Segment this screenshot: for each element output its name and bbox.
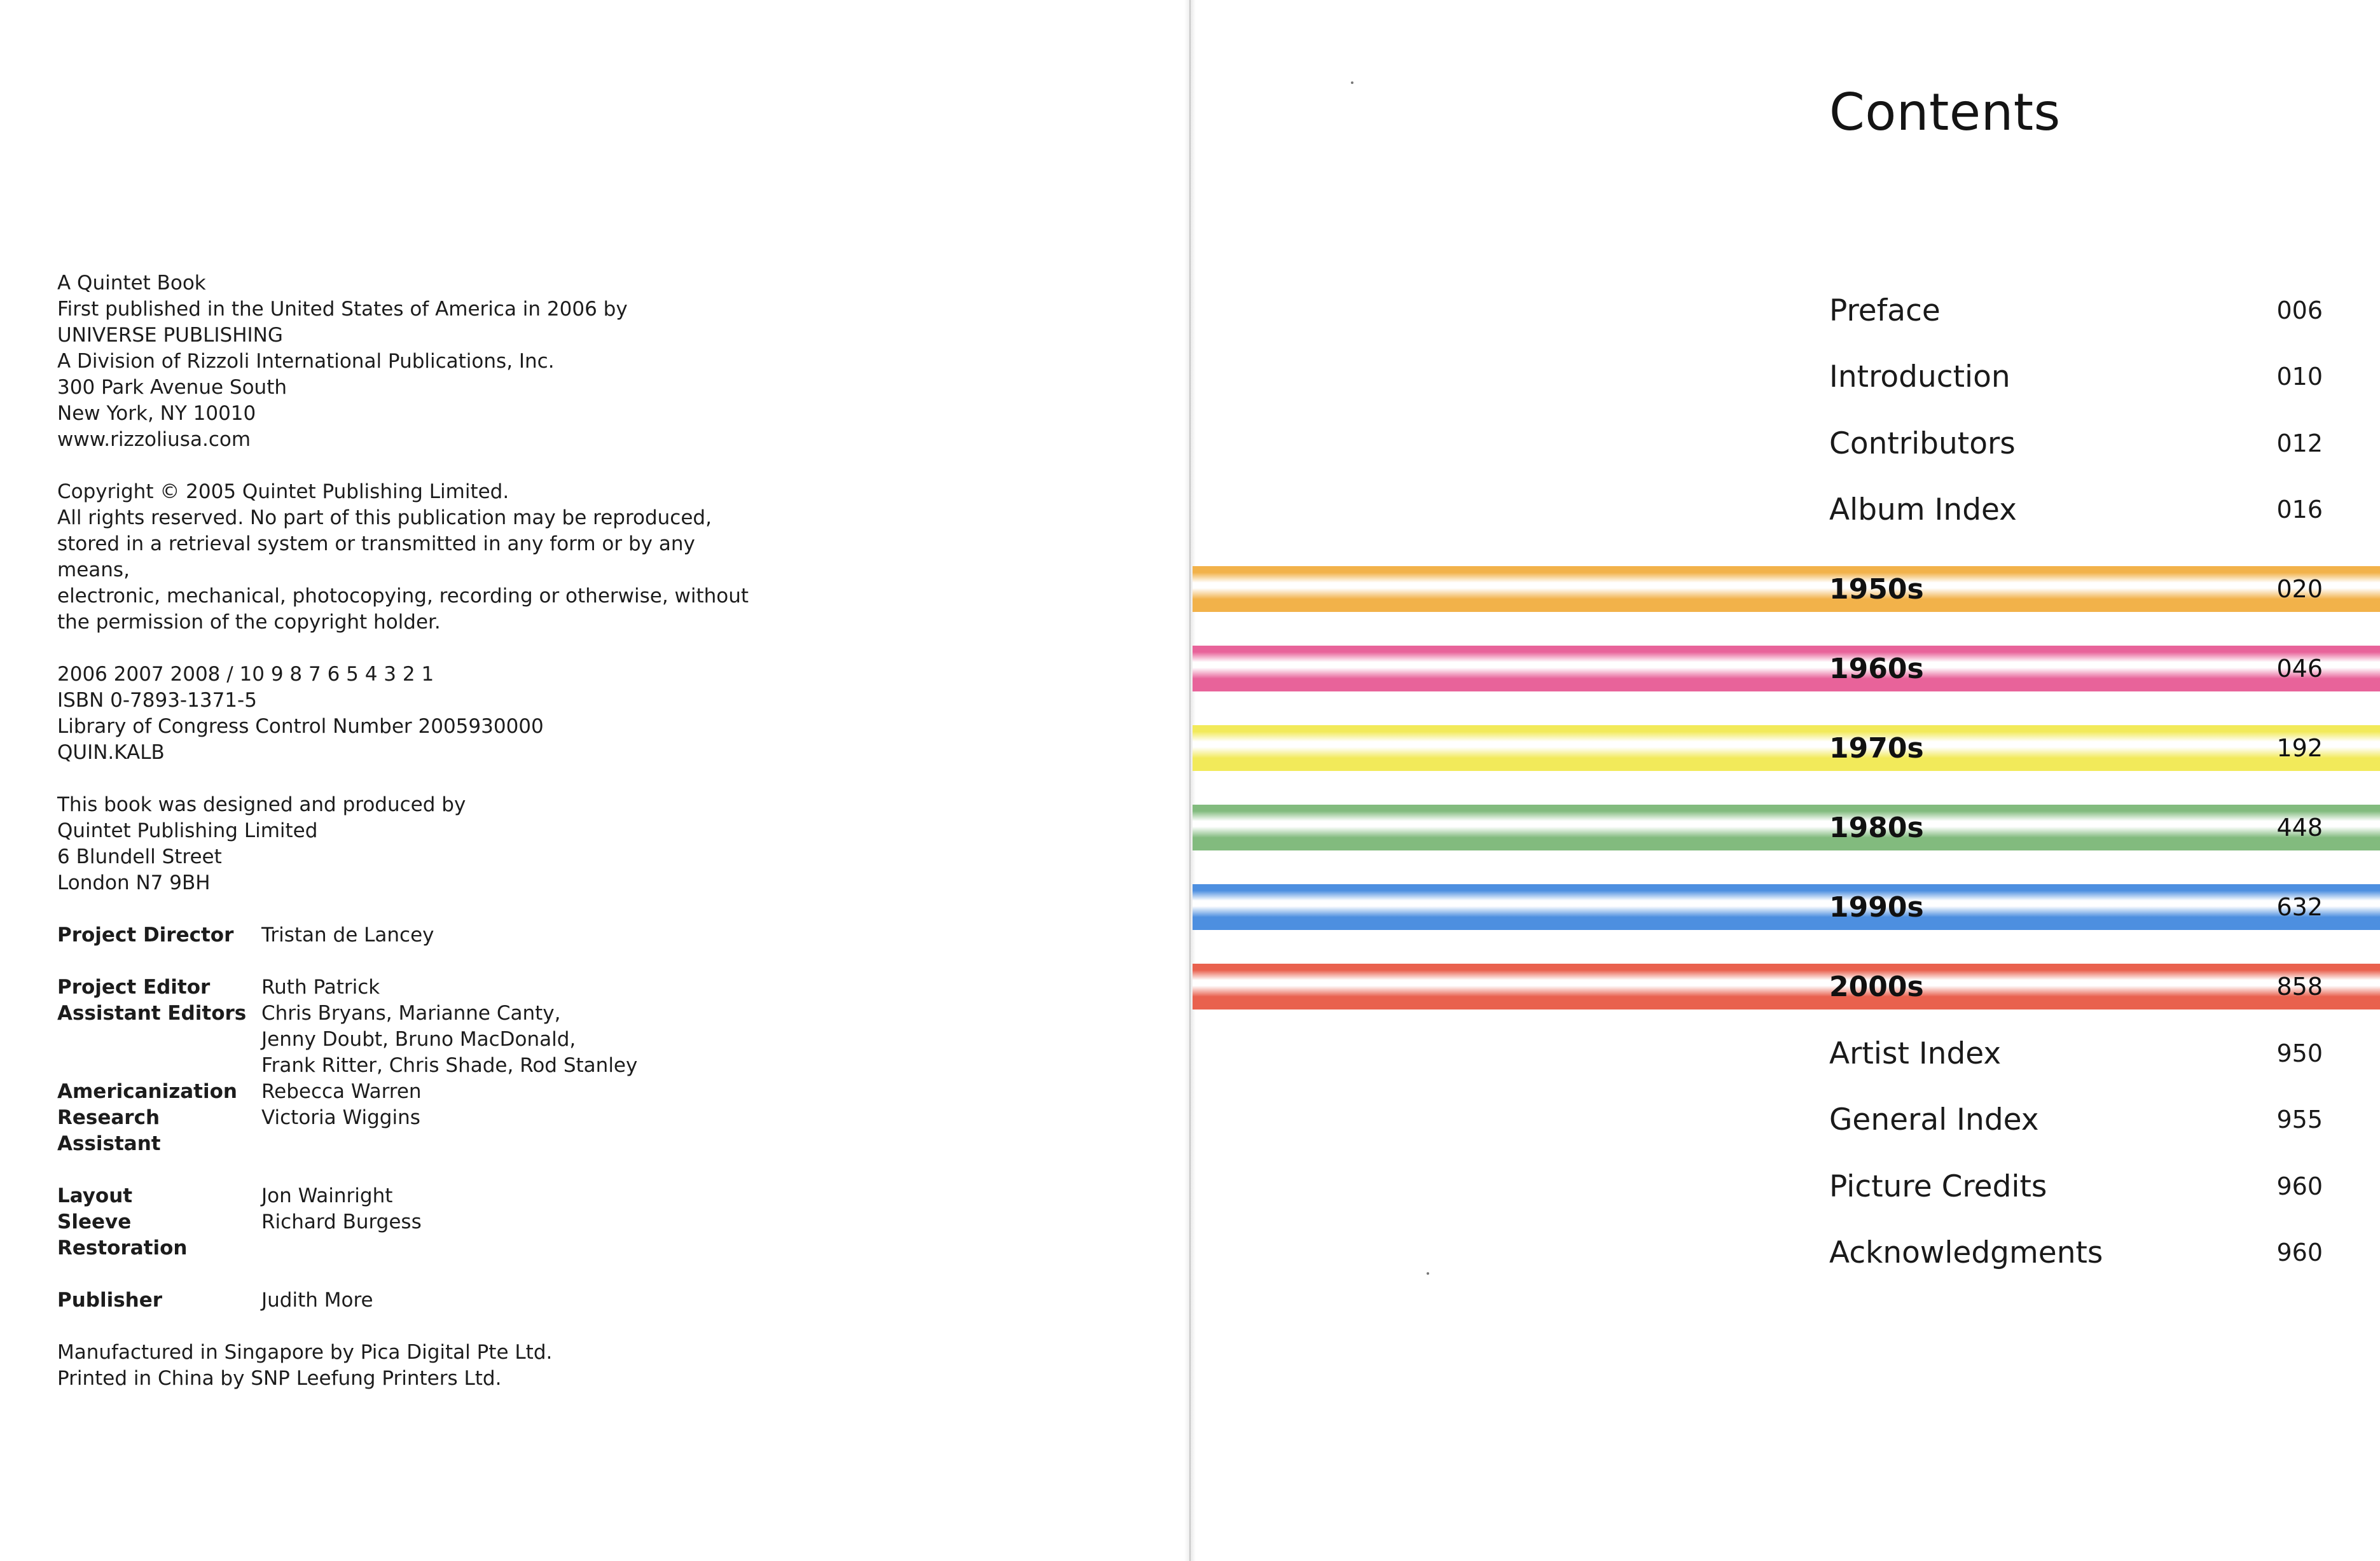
toc-label: Preface bbox=[1829, 293, 1941, 328]
toc-page-number: 012 bbox=[2276, 429, 2323, 457]
credit-name: Rebecca Warren bbox=[261, 1080, 422, 1103]
manufacture-line: Printed in China by SNP Leefung Printers Ltd. bbox=[57, 1367, 502, 1390]
rights-line: stored in a retrieval system or transmitted in any form or by any means, bbox=[57, 532, 695, 581]
credit-name: Chris Bryans, Marianne Canty, bbox=[261, 1002, 561, 1025]
decade-label: 1950s bbox=[1829, 572, 1924, 606]
credit-row bbox=[57, 922, 757, 948]
rights-line: All rights reserved. No part of this publication may be reproduced, bbox=[57, 506, 712, 529]
credit-group-editorial bbox=[57, 975, 757, 1157]
credit-name: Jon Wainright bbox=[261, 1184, 393, 1207]
manufacture-line: Manufactured in Singapore by Pica Digital Pte Ltd. bbox=[57, 1341, 553, 1364]
designer-line: This book was designed and produced by bbox=[57, 793, 466, 816]
toc-page-number: 006 bbox=[2276, 296, 2323, 324]
rights-line: electronic, mechanical, photocopying, recording or otherwise, without bbox=[57, 585, 749, 607]
credit-role: Research Assistant bbox=[57, 1106, 161, 1155]
designer-line: London N7 9BH bbox=[57, 871, 211, 894]
credit-name: Victoria Wiggins bbox=[261, 1106, 420, 1129]
toc-page-number: 010 bbox=[2276, 363, 2323, 391]
toc-entry-1990s[interactable] bbox=[1829, 884, 2323, 930]
toc-label: Contributors bbox=[1829, 426, 2016, 461]
toc-page-number: 858 bbox=[2276, 973, 2323, 1001]
credit-role: Project Editor bbox=[57, 976, 211, 999]
publication-line: A Division of Rizzoli International Publications, Inc. bbox=[57, 350, 555, 373]
decade-label: 1990s bbox=[1829, 891, 1924, 924]
credit-name: Jenny Doubt, Bruno MacDonald, bbox=[261, 1028, 576, 1051]
publication-line: New York, NY 10010 bbox=[57, 402, 256, 425]
publication-line: First published in the United States of America in 2006 by bbox=[57, 298, 628, 321]
copyright-line: Copyright © 2005 Quintet Publishing Limited. bbox=[57, 480, 509, 503]
toc-page-number: 448 bbox=[2276, 814, 2323, 842]
toc-entry-1950s[interactable] bbox=[1829, 566, 2323, 612]
contents-title: Contents bbox=[1829, 83, 2061, 142]
toc-label: Introduction bbox=[1829, 359, 2010, 394]
designer-info bbox=[57, 792, 757, 896]
decade-label: 1960s bbox=[1829, 652, 1924, 685]
toc-entry-1960s[interactable] bbox=[1829, 646, 2323, 691]
toc-label: Artist Index bbox=[1829, 1036, 2002, 1071]
toc-page-number: 046 bbox=[2276, 655, 2323, 683]
toc-label: Picture Credits bbox=[1829, 1169, 2047, 1204]
credit-row bbox=[57, 1105, 757, 1157]
toc-page-number: 960 bbox=[2276, 1172, 2323, 1200]
toc-page-number: 016 bbox=[2276, 496, 2323, 524]
credit-role: Publisher bbox=[57, 1289, 163, 1312]
series-line: A Quintet Book bbox=[57, 272, 206, 295]
toc-page-number: 955 bbox=[2276, 1106, 2323, 1134]
credit-name: Richard Burgess bbox=[261, 1211, 422, 1233]
paper-speck bbox=[1427, 1272, 1429, 1275]
toc-page-number: 020 bbox=[2276, 575, 2323, 603]
designer-line: Quintet Publishing Limited bbox=[57, 819, 318, 842]
credit-name: Ruth Patrick bbox=[261, 976, 380, 999]
toc-page-number: 192 bbox=[2276, 734, 2323, 762]
paper-speck bbox=[1351, 81, 1353, 84]
credit-group-production bbox=[57, 1183, 757, 1261]
toc-entry-2000s[interactable] bbox=[1829, 964, 2323, 1009]
catalog-line: ISBN 0-7893-1371-5 bbox=[57, 689, 257, 712]
book-gutter bbox=[1184, 0, 1196, 1561]
toc-label: General Index bbox=[1829, 1102, 2039, 1137]
toc-entry-1980s[interactable] bbox=[1829, 805, 2323, 850]
publication-line: 300 Park Avenue South bbox=[57, 376, 287, 399]
toc-entry-picture-credits[interactable] bbox=[1829, 1161, 2323, 1212]
toc-entry-contributors[interactable] bbox=[1829, 418, 2323, 469]
toc-label: Acknowledgments bbox=[1829, 1235, 2103, 1270]
manufacture-info bbox=[57, 1340, 757, 1392]
toc-entry-acknowledgments[interactable] bbox=[1829, 1227, 2323, 1278]
toc-entry-preface[interactable] bbox=[1829, 285, 2323, 336]
rights-notice bbox=[57, 505, 757, 635]
toc-page-number: 632 bbox=[2276, 893, 2323, 921]
decade-label: 2000s bbox=[1829, 970, 1924, 1003]
catalog-line: Library of Congress Control Number 2005930000 bbox=[57, 715, 544, 738]
publication-line: UNIVERSE PUBLISHING bbox=[57, 324, 283, 347]
toc-label: Album Index bbox=[1829, 492, 2017, 527]
credit-role: Layout bbox=[57, 1184, 133, 1207]
rights-line: the permission of the copyright holder. bbox=[57, 611, 441, 634]
toc-entry-introduction[interactable] bbox=[1829, 351, 2323, 402]
imprint-page bbox=[57, 270, 757, 1392]
credit-role: Project Director bbox=[57, 924, 234, 947]
toc-entry-artist-index[interactable] bbox=[1829, 1028, 2323, 1079]
catalog-line: 2006 2007 2008 / 10 9 8 7 6 5 4 3 2 1 bbox=[57, 663, 434, 686]
credit-name: Tristan de Lancey bbox=[261, 924, 434, 947]
credit-row bbox=[57, 1209, 757, 1261]
toc-entry-1970s[interactable] bbox=[1829, 725, 2323, 771]
credit-row bbox=[57, 1183, 757, 1209]
credit-group-publisher bbox=[57, 1287, 757, 1314]
credit-role: Sleeve Restoration bbox=[57, 1211, 188, 1259]
credit-role: Assistant Editors bbox=[57, 1002, 247, 1025]
toc-page-number: 960 bbox=[2276, 1238, 2323, 1266]
publication-info bbox=[57, 296, 757, 453]
credit-role: Americanization bbox=[57, 1080, 237, 1103]
credit-name: Frank Ritter, Chris Shade, Rod Stanley bbox=[261, 1054, 638, 1077]
catalog-info bbox=[57, 662, 757, 766]
toc-page-number: 950 bbox=[2276, 1039, 2323, 1067]
toc-entry-general-index[interactable] bbox=[1829, 1094, 2323, 1145]
decade-label: 1970s bbox=[1829, 732, 1924, 765]
credit-name: Judith More bbox=[261, 1289, 373, 1312]
credit-row bbox=[57, 975, 757, 1001]
credit-row bbox=[57, 1001, 757, 1079]
catalog-line: QUIN.KALB bbox=[57, 741, 165, 764]
credit-group-director bbox=[57, 922, 757, 948]
credit-row bbox=[57, 1287, 757, 1314]
credit-row bbox=[57, 1079, 757, 1105]
designer-line: 6 Blundell Street bbox=[57, 845, 222, 868]
publication-line: www.rizzoliusa.com bbox=[57, 428, 251, 451]
toc-entry-album-index[interactable] bbox=[1829, 484, 2323, 535]
credit-name-list bbox=[261, 1001, 757, 1079]
decade-label: 1980s bbox=[1829, 811, 1924, 844]
